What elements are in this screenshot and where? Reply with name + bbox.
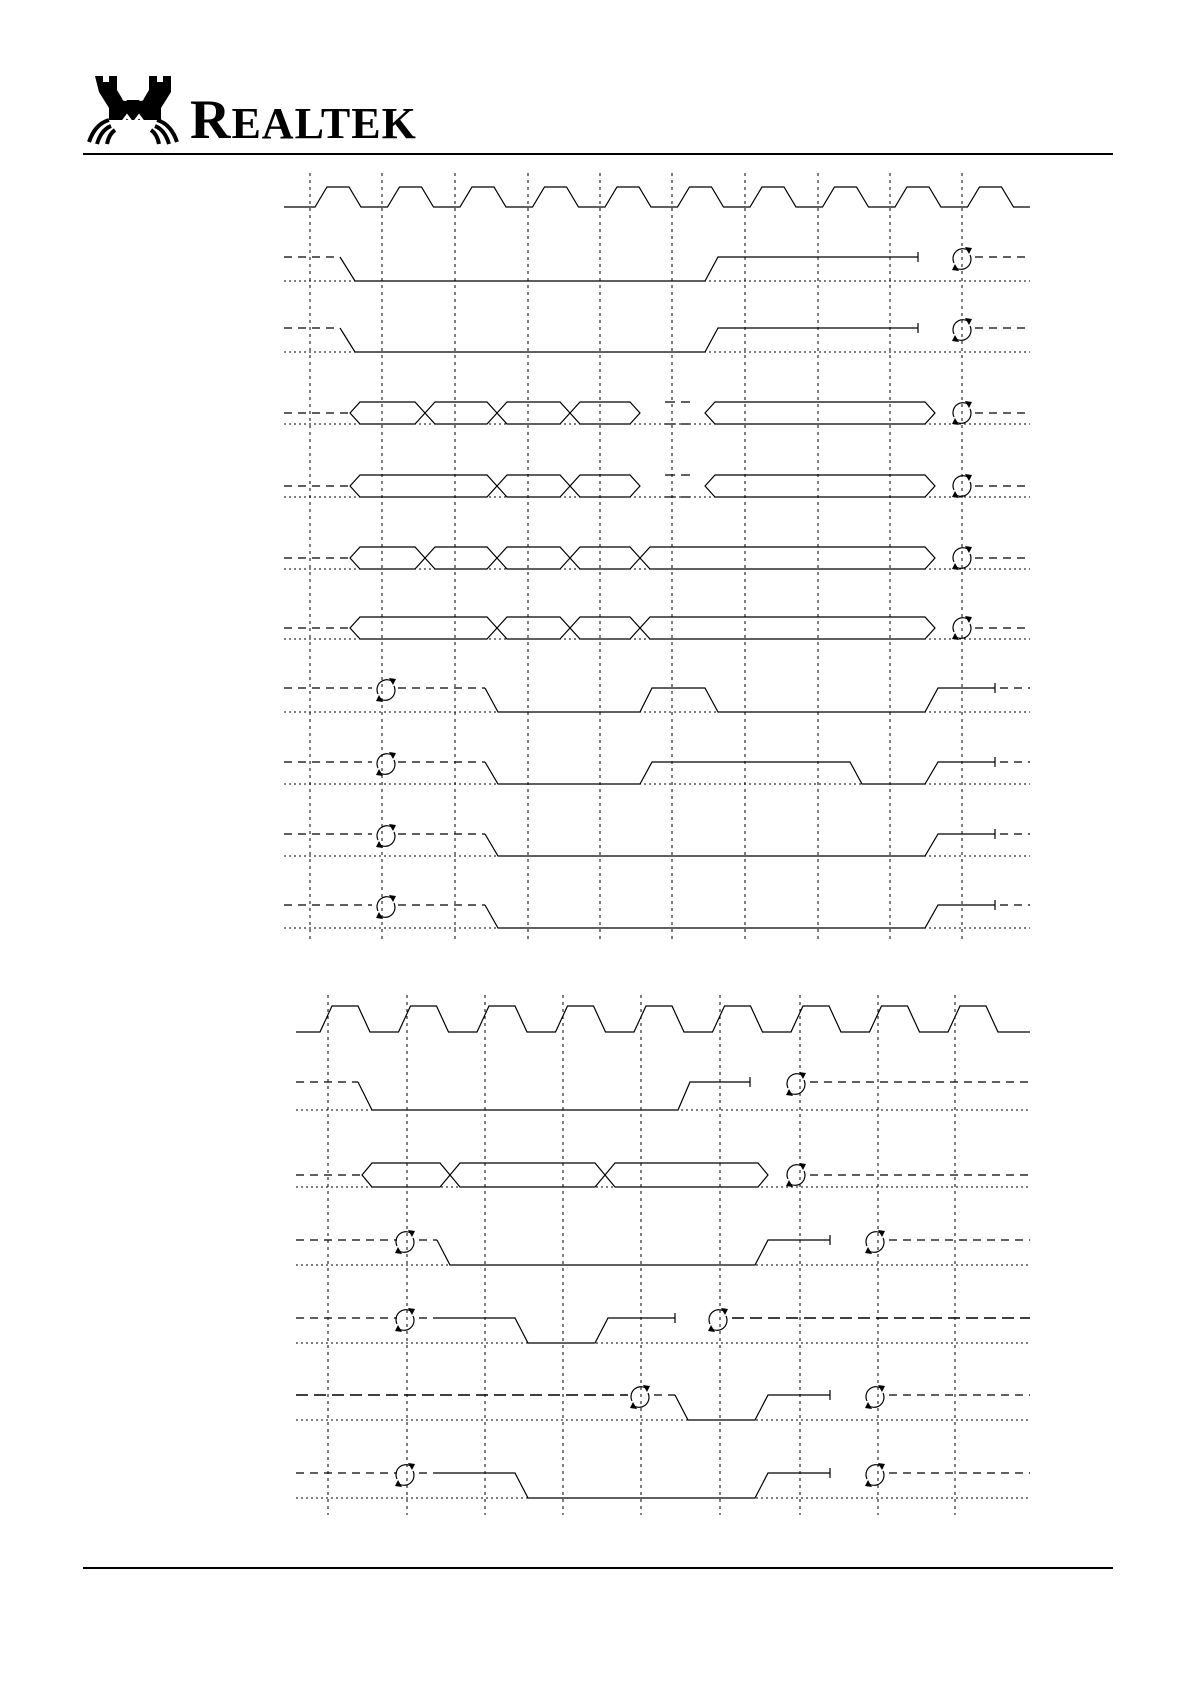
bus-segment — [640, 617, 935, 639]
bus-segment — [497, 547, 570, 569]
bus-segment — [497, 617, 570, 639]
brand-initial: R — [190, 89, 232, 151]
signal-waveform — [437, 1240, 830, 1265]
signal-waveform — [675, 1395, 830, 1420]
bus-segment — [705, 475, 935, 497]
clock-waveform — [284, 187, 1030, 207]
bus-segment — [425, 547, 497, 569]
bus-segment — [362, 1163, 450, 1187]
cycle-arrows-icon — [376, 824, 396, 848]
clock-waveform — [296, 1006, 1030, 1032]
bus-segment — [350, 617, 497, 639]
footer-rule — [83, 1567, 1113, 1569]
cycle-arrows-icon — [395, 1230, 415, 1254]
signal-waveform — [340, 257, 918, 281]
bus-segment — [570, 475, 640, 497]
signal-waveform — [437, 1318, 675, 1343]
cycle-arrows-icon — [376, 895, 396, 919]
bus-segment — [605, 1163, 768, 1187]
signal-waveform — [485, 688, 995, 712]
bus-segment — [350, 402, 425, 424]
signal-waveform — [485, 834, 995, 856]
bus-segment — [640, 547, 935, 569]
signal-waveform — [340, 328, 918, 352]
cycle-arrows-icon — [395, 1463, 415, 1487]
cycle-arrows-icon — [952, 474, 972, 498]
signal-waveform — [485, 905, 995, 928]
cycle-arrows-icon — [786, 1072, 806, 1096]
bus-segment — [705, 402, 935, 424]
cycle-arrows-icon — [376, 678, 396, 702]
cycle-arrows-icon — [865, 1463, 885, 1487]
cycle-arrows-icon — [630, 1385, 650, 1409]
bus-segment — [350, 475, 497, 497]
brand-rest: EALTEK — [231, 99, 417, 148]
signal-waveform — [358, 1082, 750, 1110]
cycle-arrows-icon — [865, 1230, 885, 1254]
bus-segment — [570, 402, 640, 424]
bus-segment — [570, 617, 640, 639]
bus-segment — [497, 402, 570, 424]
cycle-arrows-icon — [708, 1308, 728, 1332]
bus-segment — [497, 475, 570, 497]
signal-waveform — [437, 1473, 830, 1498]
bus-segment — [350, 547, 425, 569]
cycle-arrows-icon — [395, 1308, 415, 1332]
cycle-arrows-icon — [865, 1385, 885, 1409]
cycle-arrows-icon — [786, 1163, 806, 1187]
bus-segment — [425, 402, 497, 424]
bus-segment — [450, 1163, 605, 1187]
cycle-arrows-icon — [376, 752, 396, 776]
bus-segment — [570, 547, 640, 569]
signal-waveform — [485, 762, 995, 784]
